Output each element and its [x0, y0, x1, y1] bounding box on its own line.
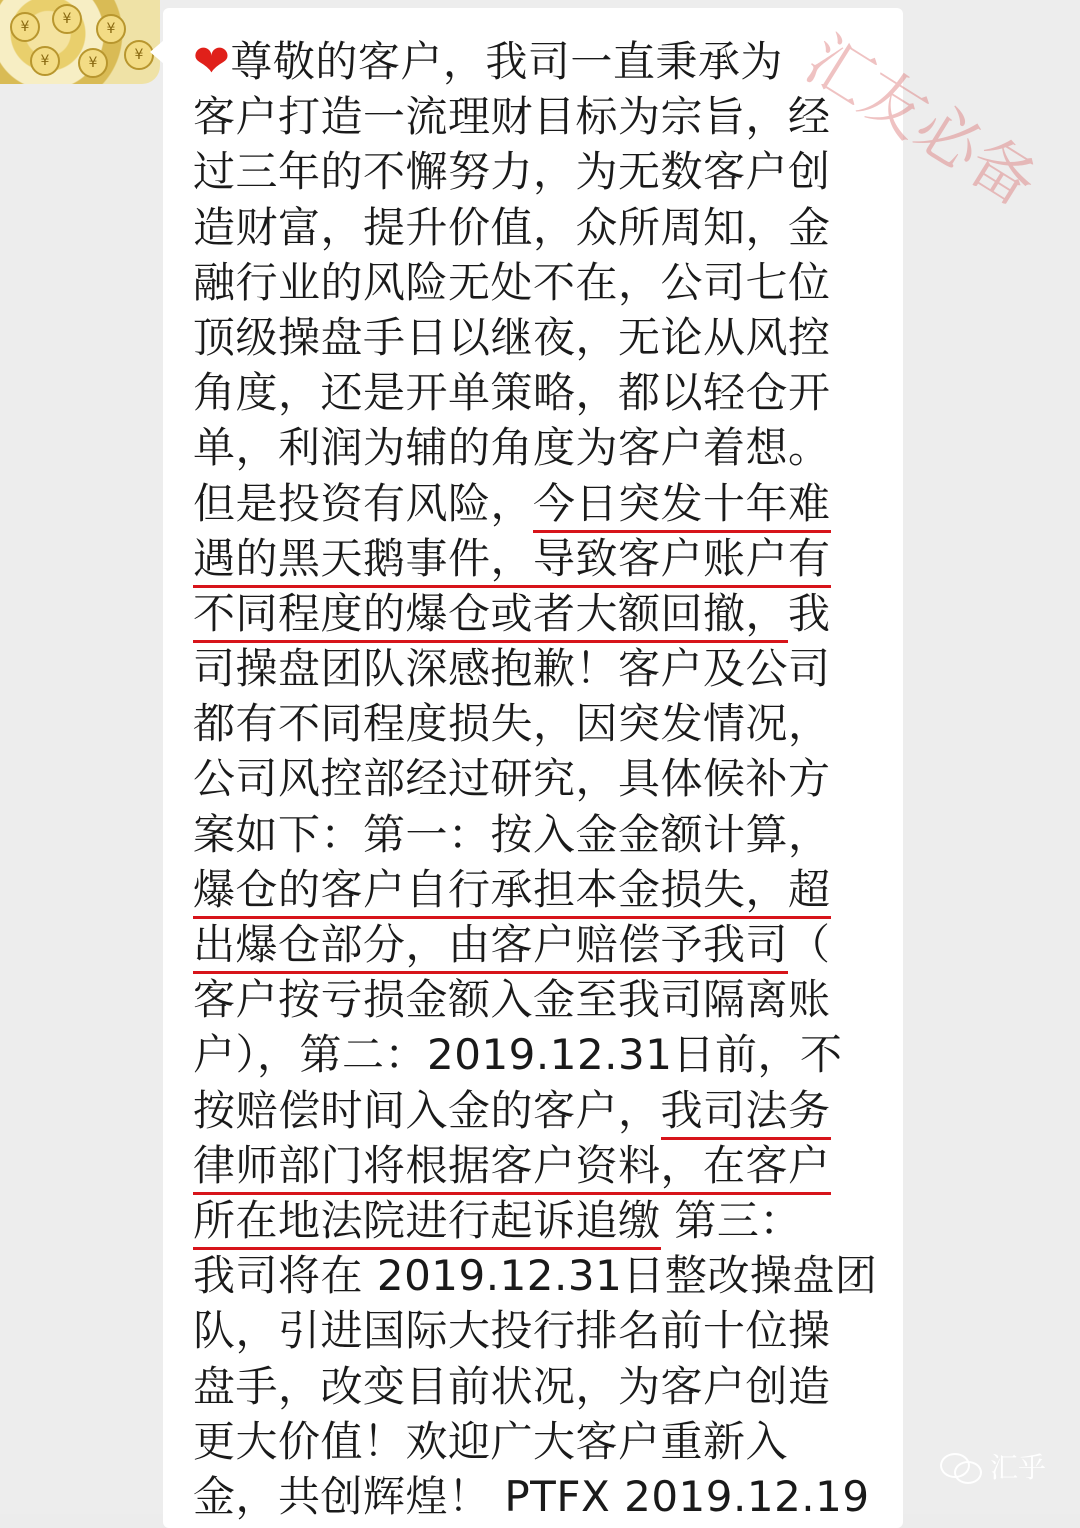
message-line: 更大价值！欢迎广大客户重新入 — [193, 1416, 789, 1466]
message-line: 都有不同程度损失，因突发情况， — [193, 699, 831, 749]
message-line: 盘手，改变目前状况，为客户创造 — [193, 1361, 831, 1411]
message-line: 公司风控部经过研究，具体候补方 — [193, 754, 831, 804]
message-line: 客户打造一流理财目标为宗旨，经 — [193, 92, 831, 142]
message-line: 按赔偿时间入金的客户，我司法务 — [193, 1083, 883, 1138]
coin-icon: ¥ — [78, 48, 108, 78]
coin-icon: ¥ — [30, 46, 60, 76]
bubble-tail — [150, 40, 164, 64]
message-line: 造财富，提升价值，众所周知，金 — [193, 202, 831, 252]
message-line: 客户按亏损金额入金至我司隔离账 — [193, 975, 831, 1025]
underlined-text: 不同程度的爆仓或者大额回撤， — [193, 589, 788, 643]
coin-icon: ¥ — [96, 14, 126, 44]
message-line: 户），第二：2019.12.31日前，不 — [193, 1030, 843, 1080]
coin-icon: ¥ — [124, 40, 154, 70]
underlined-text: 遇的黑天鹅事件，导致客户账户有 — [193, 534, 831, 588]
message-line: 角度，还是开单策略，都以轻仓开 — [193, 368, 831, 418]
coin-icon: ¥ — [52, 4, 82, 34]
message-line — [193, 862, 883, 917]
heart-icon: ❤ — [193, 36, 231, 87]
message-line: 过三年的不懈努力，为无数客户创 — [193, 147, 831, 197]
message-line: 司操盘团队深感抱歉！客户及公司 — [193, 644, 831, 694]
message-line: 队，引进国际大投行排名前十位操 — [193, 1306, 831, 1356]
watermark: 汇友必备 — [792, 22, 1050, 222]
message-line: ❤尊敬的客户，我司一直秉承为 — [193, 36, 783, 87]
message-line: 所在地法院进行起诉追缴 第三： — [193, 1193, 883, 1248]
message-line: 金，共创辉煌！ PTFX 2019.12.19 — [193, 1471, 870, 1521]
underlined-text: 所在地法院进行起诉追缴 — [193, 1196, 661, 1250]
message-line: 顶级操盘手日以继夜，无论从风控 — [193, 312, 831, 362]
message-line: 出爆仓部分，由客户赔偿予我司（ — [193, 917, 883, 972]
wechat-icon — [940, 1449, 982, 1483]
underlined-text: 出爆仓部分，由客户赔偿予我司 — [193, 920, 788, 974]
underlined-text: 律师部门将根据客户资料，在客户 — [193, 1141, 831, 1195]
underlined-text: 超 — [788, 865, 831, 919]
underlined-text: 爆仓的客户自行承担本金损失， — [193, 865, 788, 919]
message-text — [193, 34, 883, 1524]
message-line: 不同程度的爆仓或者大额回撤，我 — [193, 586, 883, 641]
message-line: 我司将在 2019.12.31日整改操盘团 — [193, 1251, 878, 1301]
message-line: 但是投资有风险，今日突发十年难 — [193, 476, 883, 531]
source-mark — [940, 1446, 1046, 1486]
source-label: 汇乎 — [990, 1451, 1047, 1484]
underlined-text: 今日突发十年难 — [533, 479, 831, 533]
message-line: 案如下：第一：按入金金额计算， — [193, 809, 831, 859]
sender-avatar[interactable] — [0, 0, 160, 84]
underlined-text: 我司法务 — [661, 1086, 831, 1140]
message-line: 融行业的风险无处不在，公司七位 — [193, 257, 831, 307]
message-line: 单，利润为辅的角度为客户着想。 — [193, 423, 831, 473]
message-line — [193, 531, 883, 586]
message-line — [193, 1138, 883, 1193]
coin-icon: ¥ — [10, 12, 40, 42]
